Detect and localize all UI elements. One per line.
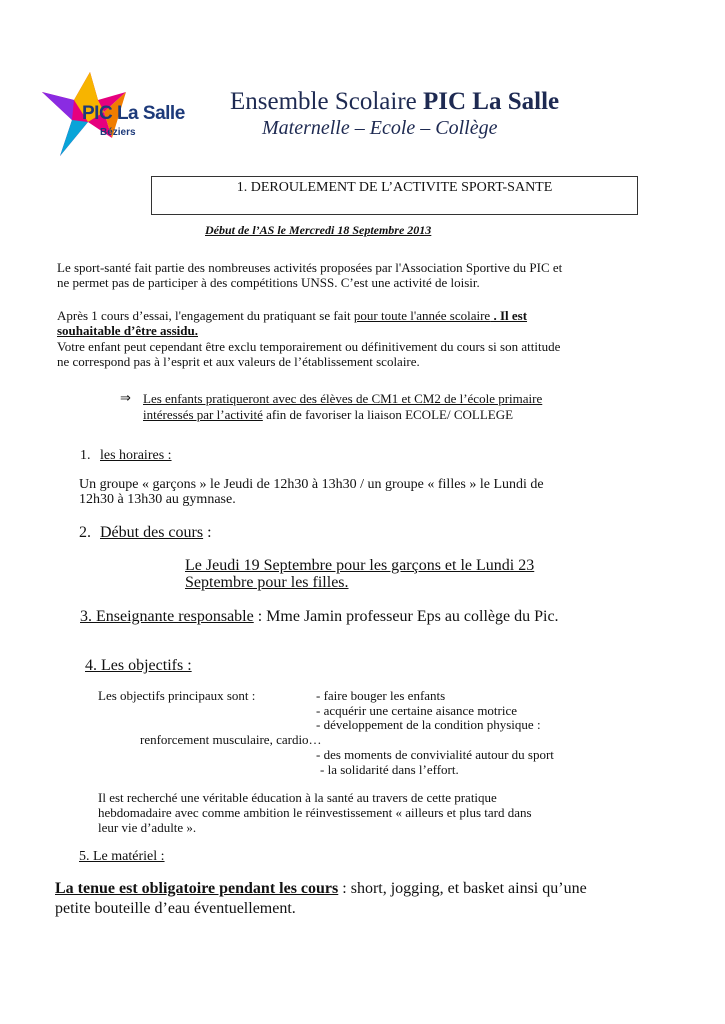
engagement-line-2: souhaitable d’être assidu. <box>57 323 198 338</box>
horaires-number: 1. <box>80 448 91 463</box>
enseignante-text: : Mme Jamin professeur Eps au collège du Pic. <box>253 608 559 625</box>
debut-heading-wrap <box>100 524 212 542</box>
materiel-bold: La tenue est obligatoire pendant les cours <box>55 880 339 897</box>
arrow-note-line-2 <box>143 407 513 422</box>
engagement-line-1 <box>57 308 527 323</box>
arrow-note-rest: afin de favoriser la liaison ECOLE/ COLLEGE <box>262 407 514 422</box>
horaires-line-2: 12h30 à 13h30 au gymnase. <box>79 492 236 507</box>
objectif-item: - la solidarité dans l’effort. <box>320 762 459 777</box>
engagement-line-4: ne correspond pas à l’esprit et aux valeurs de l’établissement scolaire. <box>57 354 420 369</box>
arrow-note-underlined: intéressés par l’activité <box>143 407 263 422</box>
objectifs-heading: 4. Les objectifs : <box>85 657 192 674</box>
objectif-item: - acquérir une certaine aisance motrice <box>316 703 518 718</box>
horaires-heading: les horaires : <box>100 448 172 463</box>
objectif-item: - faire bouger les enfants <box>316 688 446 703</box>
school-title <box>230 88 559 116</box>
debut-number: 2. <box>79 524 91 541</box>
section-title: 1. DEROULEMENT DE L’ACTIVITE SPORT-SANTE <box>236 180 553 195</box>
horaires-line-1: Un groupe « garçons » le Jeudi de 12h30 à 13h30 / un groupe « filles » le Lundi de <box>79 477 544 492</box>
arrow-note-line-1: Les enfants pratiqueront avec des élèves de CM1 et CM2 de l’école primaire <box>143 391 543 406</box>
debut-line-2: Septembre pour les filles. <box>185 574 349 591</box>
objectifs-lead: Les objectifs principaux sont : <box>98 688 256 703</box>
debut-heading: Début des cours <box>100 524 204 541</box>
intro-line-2: ne permet pas de participer à des compétitions UNSS. C’est une activité de loisir. <box>57 275 480 290</box>
debut-colon: : <box>203 524 212 541</box>
objectif-item: renforcement musculaire, cardio… <box>140 732 322 747</box>
intro-line-1: Le sport-santé fait partie des nombreuses activités proposées par l'Association Sportive du PIC et <box>57 260 563 275</box>
engagement-bold: . Il est <box>490 308 528 323</box>
materiel-line-2: petite bouteille d’eau éventuellement. <box>55 900 296 917</box>
engagement-underlined: pour toute l'année scolaire <box>353 308 491 323</box>
objectifs-para-line-2: hebdomadaire avec comme ambition le réinvestissement « ailleurs et plus tard dans <box>98 805 532 820</box>
engagement-line-3: Votre enfant peut cependant être exclu temporairement ou définitivement du cours si son attitude <box>57 339 561 354</box>
enseignante-heading: 3. Enseignante responsable <box>80 608 254 625</box>
enseignante-line <box>80 608 559 626</box>
title-bold: PIC La Salle <box>423 88 560 115</box>
objectif-item: - des moments de convivialité autour du sport <box>316 747 554 762</box>
materiel-line-1 <box>55 880 587 898</box>
logo-city: Béziers <box>100 127 136 138</box>
engagement-text: Après 1 cours d’essai, l'engagement du pratiquant se fait <box>57 308 354 323</box>
materiel-heading: 5. Le matériel : <box>79 849 165 864</box>
logo-name: PIC La Salle <box>82 103 185 124</box>
school-subtitle: Maternelle – Ecole – Collège <box>262 117 498 139</box>
start-date: Début de l’AS le Mercredi 18 Septembre 2013 <box>205 223 432 237</box>
objectif-item: - développement de la condition physique : <box>316 717 541 732</box>
title-prefix: Ensemble Scolaire <box>230 88 417 115</box>
materiel-rest: : short, jogging, et basket ainsi qu’une <box>338 880 587 897</box>
objectifs-para-line-3: leur vie d’adulte ». <box>98 820 197 835</box>
objectifs-para-line-1: Il est recherché une véritable éducation à la santé au travers de cette pratique <box>98 790 497 805</box>
debut-line-1: Le Jeudi 19 Septembre pour les garçons et le Lundi 23 <box>185 557 535 574</box>
arrow-icon: ⇒ <box>120 390 131 405</box>
